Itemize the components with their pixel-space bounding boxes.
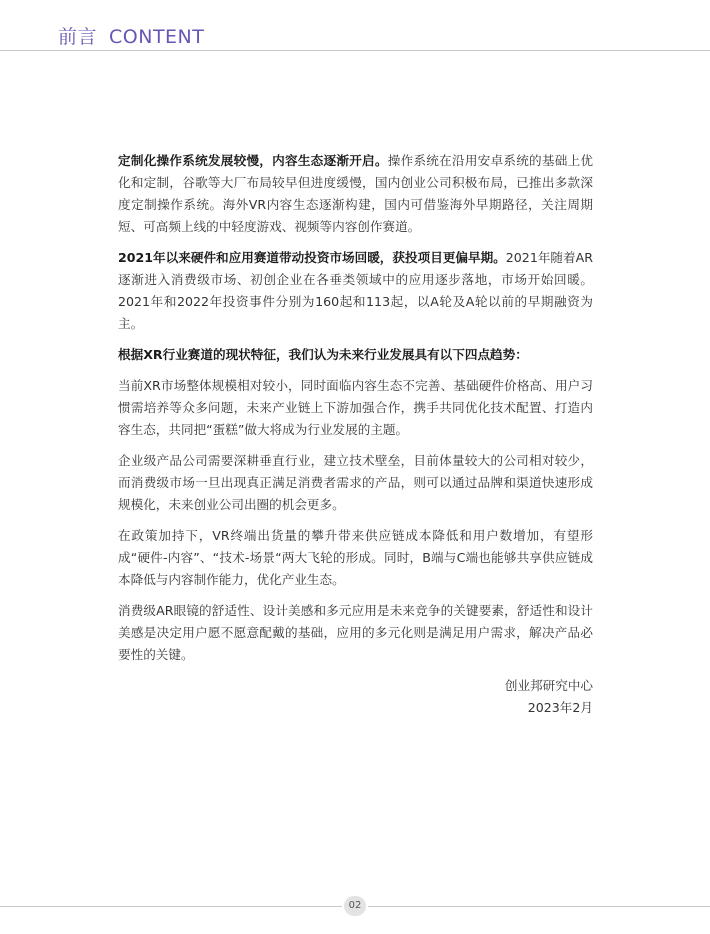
header-title-cn: 前言 — [58, 26, 98, 48]
main-content — [118, 150, 593, 719]
paragraph-os — [118, 150, 593, 238]
header-title — [58, 22, 204, 49]
trend-item: 消费级AR眼镜的舒适性、设计美感和多元应用是未来竞争的关键要素，舒适性和设计美感是决定用户愿不愿意配戴的基础，应用的多元化则是满足用户需求，解决产品必要性的关键。 — [118, 603, 593, 662]
page-header — [0, 0, 710, 50]
paragraph-os-body: 操作系统在沿用安卓系统的基础上优化和定制，谷歌等大厂布局较早但进度缓慢，国内创业公司积极布局，已推出多款深度定制操作系统。海外VR内容生态逐渐构建，国内可借鉴海外早期路径，关注周期短、可高频上线的中轻度游戏、视频等内容创作赛道。 — [118, 153, 594, 234]
header-title-en: CONTENT — [109, 26, 205, 48]
trend-item: 在政策加持下，VR终端出货量的攀升带来供应链成本降低和用户数增加，有望形成“硬件-内容”、“技术-场景“两大飞轮的形成。同时，B端与C端也能够共享供应链成本降低与内容制作能力，优化产业生态。 — [118, 528, 593, 587]
paragraph-investment — [118, 247, 593, 335]
page-number: 02 — [344, 896, 366, 916]
paragraph-os-lead: 定制化操作系统发展较慢，内容生态逐渐开启。 — [118, 153, 388, 168]
signature — [118, 675, 593, 719]
signature-org: 创业邦研究中心 — [504, 678, 593, 693]
trend-item: 当前XR市场整体规模相对较小，同时面临内容生态不完善、基础硬件价格高、用户习惯需培养等众多问题，未来产业链上下游加强合作，携手共同优化技术配置、打造内容生态，共同把“蛋糕”做大将成为行业发展的主题。 — [118, 378, 593, 437]
header-divider — [0, 50, 710, 51]
trend-heading: 根据XR行业赛道的现状特征，我们认为未来行业发展具有以下四点趋势： — [118, 347, 528, 362]
footer-divider-right — [368, 906, 710, 907]
paragraph-investment-lead: 2021年以来硬件和应用赛道带动投资市场回暖，获投项目更偏早期。 — [118, 250, 506, 265]
signature-date: 2023年2月 — [527, 700, 593, 715]
paragraph-investment-body: 2021年随着AR逐渐进入消费级市场、初创企业在各垂类领域中的应用逐步落地，市场开始回暖。2021年和2022年投资事件分别为160起和113起，以A轮及A轮以前的早期融资为主。 — [118, 250, 593, 331]
trend-item: 企业级产品公司需要深耕垂直行业，建立技术壁垒，目前体量较大的公司相对较少，而消费级市场一旦出现真正满足消费者需求的产品，则可以通过品牌和渠道快速形成规模化，未来创业公司出圈的机会更多。 — [118, 453, 593, 512]
footer-divider-left — [0, 906, 342, 907]
